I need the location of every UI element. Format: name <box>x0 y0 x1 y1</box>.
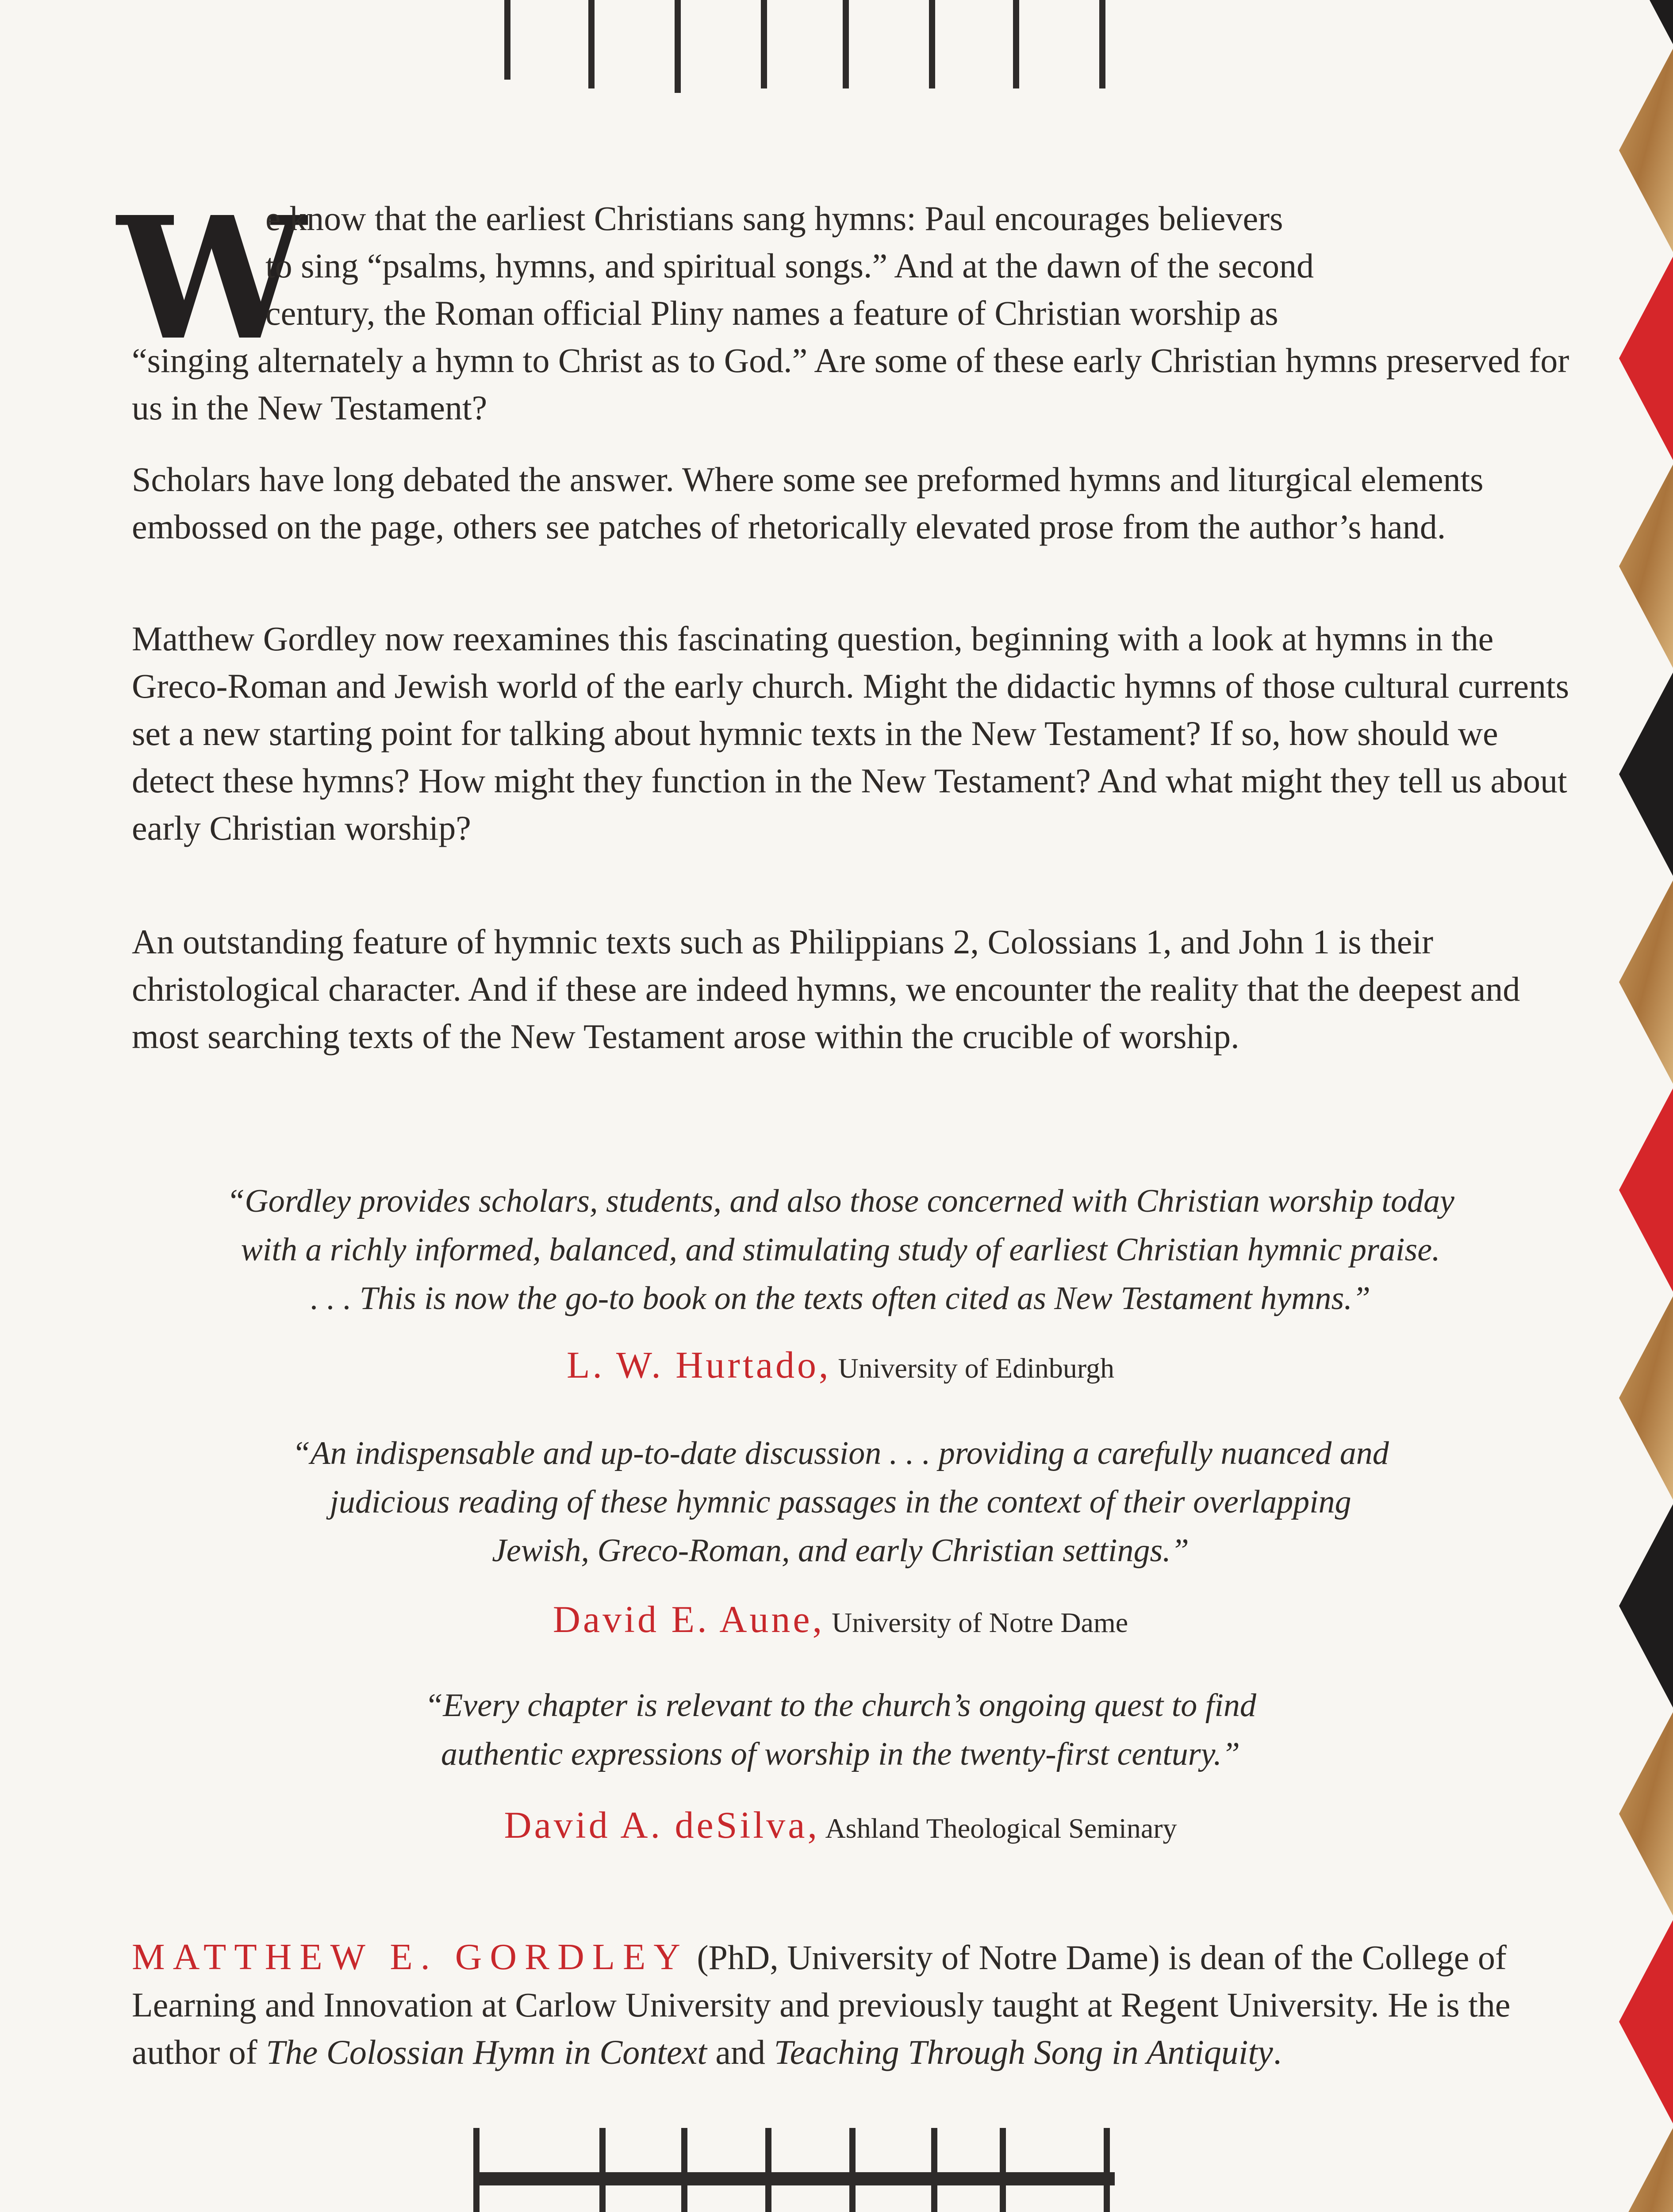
intro-line-2: to sing “psalms, hymns, and spiritual songs.” And at the dawn of the second <box>265 246 1314 285</box>
post <box>1099 0 1105 88</box>
post <box>675 0 681 93</box>
diamond <box>1619 2128 1673 2212</box>
author-name: MATTHEW E. GORDLEY <box>132 1936 689 1978</box>
post <box>588 0 595 88</box>
paragraph-gordley: Matthew Gordley now reexamines this fascinating question, beginning with a look at hymns in the Greco-Roman and Jewish world of the early church. Might the didactic hymns of those cultural currents set a new starting point for talking about hymnic texts in the New Testament? If so, how should we detect these hymns? How might they function in the New Testament? And what might they tell us about early Christian worship? <box>132 619 1569 847</box>
book-title: The Colossian Hymn in Context <box>266 2033 707 2071</box>
quote-line: “Gordley provides scholars, students, and also those concerned with Christian worship today <box>226 1183 1454 1219</box>
quote-line: “Every chapter is relevant to the church’s ongoing quest to find <box>425 1687 1256 1724</box>
post <box>843 0 849 88</box>
diamond <box>1619 1504 1673 1708</box>
railing-illustration <box>473 2128 1115 2212</box>
diamond <box>1619 465 1673 668</box>
intro-rest: “singing alternately a hymn to Christ as to God.” Are some of these early Christian hymns preserved for us in the New Testament? <box>132 341 1569 427</box>
attribution <box>111 1599 1570 1643</box>
drop-cap: W <box>117 180 306 377</box>
diamond <box>1619 1712 1673 1916</box>
paragraph-christological: An outstanding feature of hymnic texts such as Philippians 2, Colossians 1, and John 1 is their christological character. And if these are indeed hymns, we encounter the reality that the deepest and most searching texts of the New Testament arose within the crucible of worship. <box>132 922 1520 1056</box>
endorser-name: L. W. Hurtado, <box>566 1344 831 1386</box>
intro-line-1: e know that the earliest Christians sang hymns: Paul encourages believers <box>265 199 1283 238</box>
quote-line: judicious reading of these hymnic passages in the context of their overlapping <box>330 1484 1351 1520</box>
diamond <box>1619 257 1673 460</box>
post <box>504 0 510 80</box>
quote-line: with a richly informed, balanced, and stimulating study of earliest Christian hymnic praise. <box>241 1232 1440 1268</box>
author-bio <box>132 1933 1578 2076</box>
quote-line: Jewish, Greco-Roman, and early Christian settings.” <box>492 1532 1189 1569</box>
attribution <box>111 1805 1570 1848</box>
endorser-name: David E. Aune, <box>553 1598 825 1640</box>
endorser-affiliation: University of Edinburgh <box>838 1352 1115 1384</box>
diamond <box>1619 880 1673 1084</box>
quote-line: “An indispensable and up-to-date discussion . . . providing a carefully nuanced and <box>292 1435 1389 1471</box>
book-title: Teaching Through Song in Antiquity <box>774 2033 1273 2071</box>
endorser-name: David A. deSilva, <box>504 1804 820 1846</box>
post <box>761 0 767 88</box>
bio-text: (PhD, University of Notre Dame) is dean of the College of Learning and Innovation at Carlow University and previously taught at Regent University. He is the author of <box>132 1938 1511 2071</box>
diamond <box>1619 672 1673 876</box>
diamond <box>1619 49 1673 252</box>
endorser-affiliation: Ashland Theological Seminary <box>825 1813 1177 1844</box>
post <box>1013 0 1019 88</box>
bio-text: and <box>706 2033 774 2071</box>
diamond <box>1619 1088 1673 1292</box>
diamond <box>1619 1296 1673 1500</box>
diamond <box>1619 0 1673 44</box>
post <box>929 0 935 88</box>
attribution <box>111 1345 1570 1388</box>
endorser-affiliation: University of Notre Dame <box>832 1607 1128 1638</box>
diamond-border <box>1592 0 1673 2212</box>
bio-text: . <box>1273 2033 1282 2071</box>
paragraph-scholars: Scholars have long debated the answer. Where some see preformed hymns and liturgical elements embossed on the page, others see patches of rhetorically elevated prose from the author’s hand. <box>132 460 1484 546</box>
diamond <box>1619 1920 1673 2124</box>
quote-line: . . . This is now the go-to book on the texts often cited as New Testament hymns.” <box>311 1280 1370 1317</box>
quote-line: authentic expressions of worship in the twenty-first century.” <box>441 1736 1240 1772</box>
intro-line-3: century, the Roman official Pliny names a feature of Christian worship as <box>265 294 1278 332</box>
